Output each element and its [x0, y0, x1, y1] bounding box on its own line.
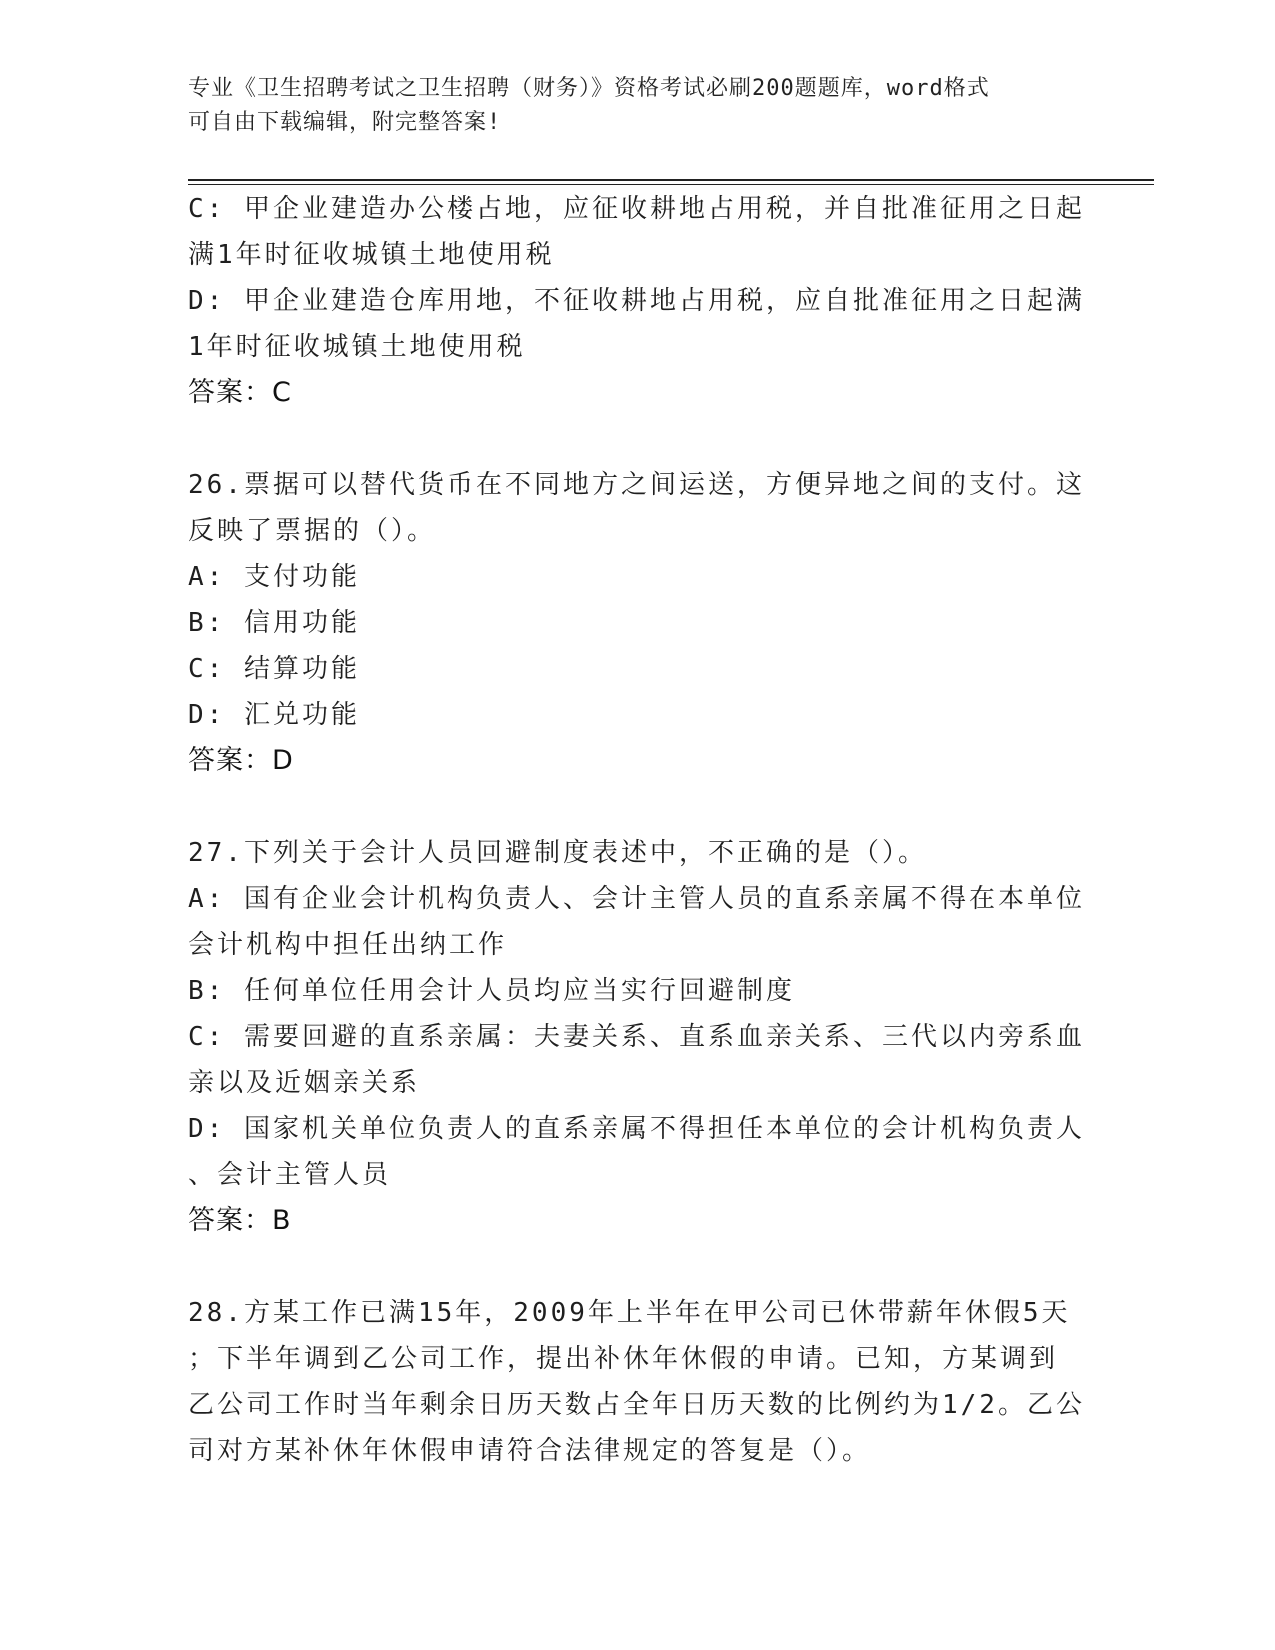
question-27 — [188, 830, 1088, 1244]
option-c-line-1: C: 需要回避的直系亲属：夫妻关系、直系血亲关系、三代以内旁系血 — [188, 1022, 1085, 1052]
question-25-tail — [188, 186, 1088, 416]
answer-label: 答案：D — [188, 745, 294, 776]
option-a-line-1: A: 国有企业会计机构负责人、会计主管人员的直系亲属不得在本单位 — [188, 884, 1085, 914]
question-content — [188, 186, 1088, 1474]
question-28 — [188, 1290, 1088, 1474]
answer-label: 答案：B — [188, 1205, 292, 1236]
spacer — [188, 1244, 1088, 1290]
question-stem-line-2: 反映了票据的（）。 — [188, 516, 437, 546]
option-c-line-2: 亲以及近姻亲关系 — [188, 1068, 421, 1098]
option-c-line-2: 满1年时征收城镇土地使用税 — [188, 240, 555, 270]
option-a-line-2: 会计机构中担任出纳工作 — [188, 930, 508, 960]
option-d-line-1: D: 国家机关单位负责人的直系亲属不得担任本单位的会计机构负责人 — [188, 1114, 1085, 1144]
option-d-line-2: 、会计主管人员 — [188, 1160, 392, 1190]
header-title-line-2: 可自由下载编辑，附完整答案! — [188, 110, 502, 135]
option-c-line-1: C: 甲企业建造办公楼占地，应征收耕地占用税，并自批准征用之日起 — [188, 194, 1085, 224]
header-divider — [188, 179, 1154, 185]
spacer — [188, 784, 1088, 830]
page-header — [188, 72, 1088, 140]
option-d: D: 汇兑功能 — [188, 700, 360, 730]
option-d-line-2: 1年时征收城镇土地使用税 — [188, 332, 526, 362]
option-c: C: 结算功能 — [188, 654, 360, 684]
question-26 — [188, 462, 1088, 784]
question-stem-line-1: 28.方某工作已满15年，2009年上半年在甲公司已休带薪年休假5天 — [188, 1298, 1071, 1328]
option-d-line-1: D: 甲企业建造仓库用地，不征收耕地占用税，应自批准征用之日起满 — [188, 286, 1085, 316]
answer-label: 答案：C — [188, 377, 292, 408]
option-b: B: 信用功能 — [188, 608, 360, 638]
option-a: A: 支付功能 — [188, 562, 360, 592]
spacer — [188, 416, 1088, 462]
question-stem-line-2: ；下半年调到乙公司工作，提出补休年休假的申请。已知，方某调到 — [188, 1344, 1059, 1374]
question-stem-line-3: 乙公司工作时当年剩余日历天数占全年日历天数的比例约为1/2。乙公 — [188, 1390, 1085, 1420]
question-stem-line-1: 27.下列关于会计人员回避制度表述中，不正确的是（）。 — [188, 838, 927, 868]
header-title-line-1: 专业《卫生招聘考试之卫生招聘（财务）》资格考试必刷200题题库，word格式 — [188, 76, 990, 101]
question-stem-line-1: 26.票据可以替代货币在不同地方之间运送，方便异地之间的支付。这 — [188, 470, 1085, 500]
question-stem-line-4: 司对方某补休年休假申请符合法律规定的答复是（）。 — [188, 1436, 872, 1466]
option-b: B: 任何单位任用会计人员均应当实行回避制度 — [188, 976, 795, 1006]
